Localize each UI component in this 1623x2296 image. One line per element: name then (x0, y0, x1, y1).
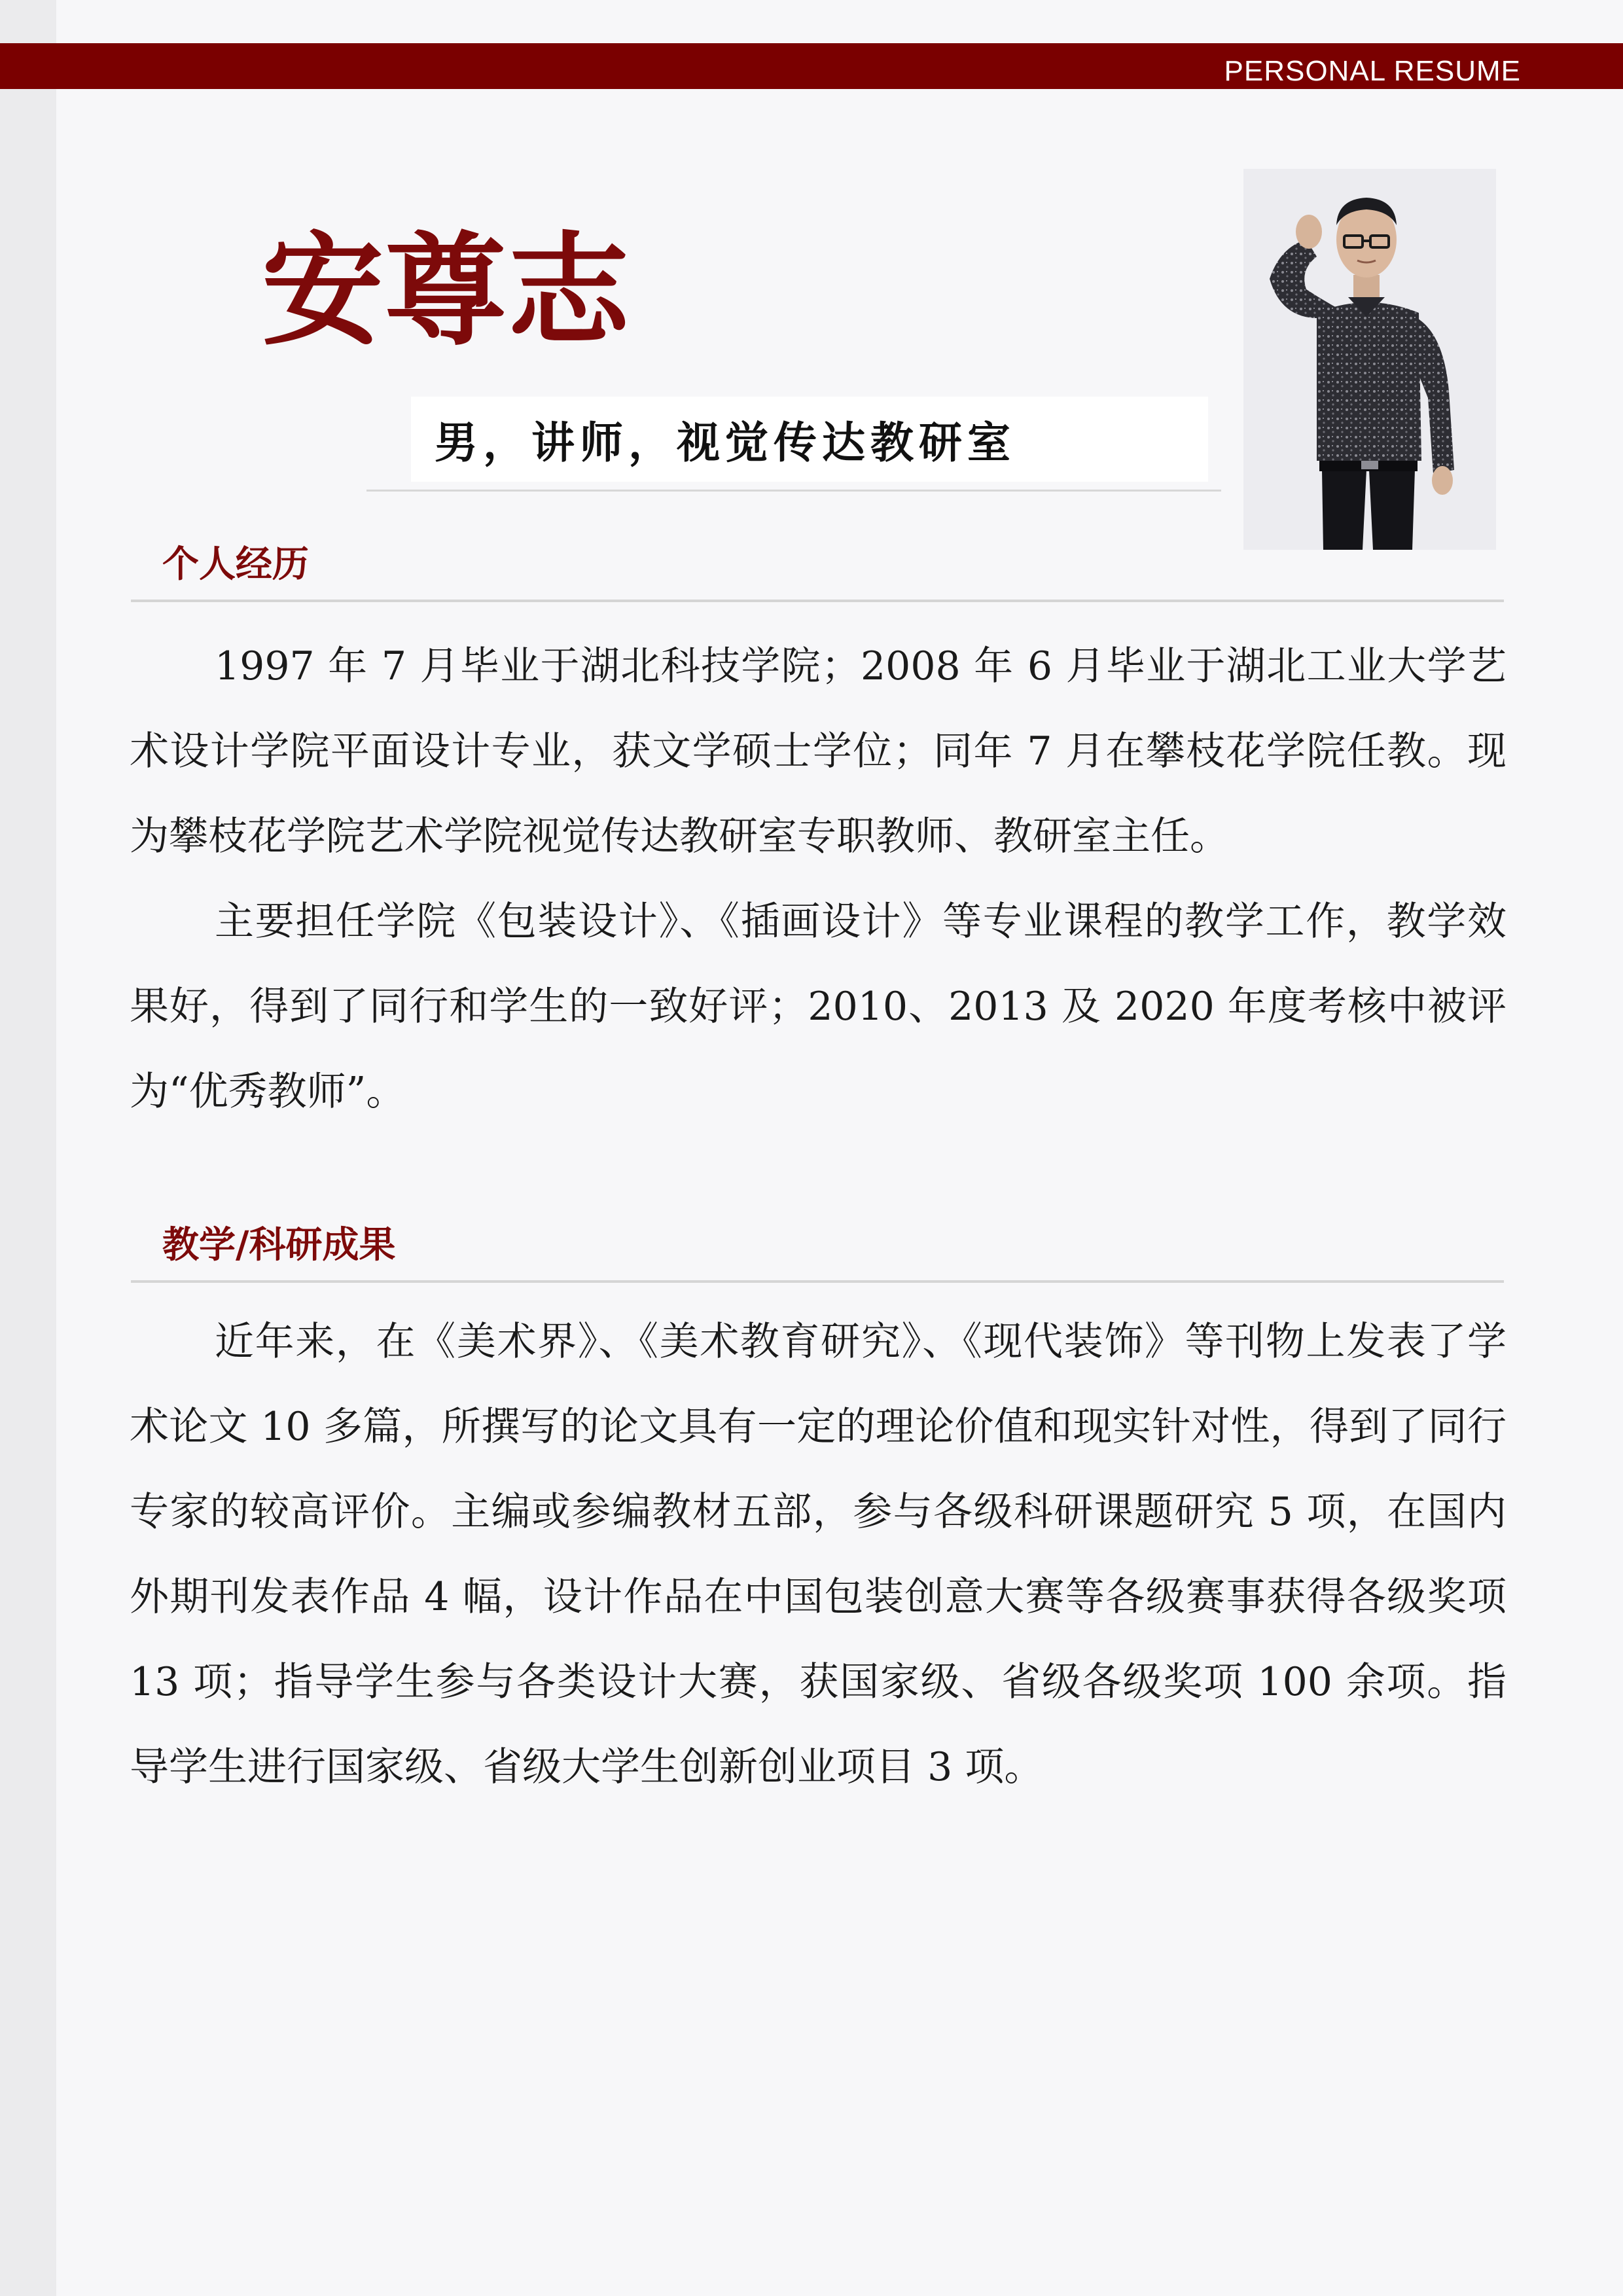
section-divider (131, 600, 1504, 602)
section-divider (131, 1280, 1504, 1283)
personal-experience-paragraph-1: 1997 年 7 月毕业于湖北科技学院；2008 年 6 月毕业于湖北工业大学艺术设计学院平面设计专业，获文学硕士学位；同年 7 月在攀枝花学院任教。现为攀枝花学院艺术学院视觉传达教研室专职教师、教研室主任。 (130, 643, 1507, 859)
profile-photo (1243, 169, 1496, 550)
left-margin-strip (0, 0, 56, 2296)
personal-experience-paragraph-2: 主要担任学院《包装设计》、《插画设计》等专业课程的教学工作，教学效果好，得到了同行和学生的一致好评；2010、2013 及 2020 年度考核中被评为“优秀教师”。 (130, 899, 1507, 1115)
person-photo-illustration (1243, 169, 1496, 550)
section-title-personal-experience: 个人经历 (162, 543, 309, 586)
teaching-research-paragraph-1: 近年来，在《美术界》、《美术教育研究》、《现代装饰》等刊物上发表了学术论文 10 多篇，所撰写的论文具有一定的理论价值和现实针对性，得到了同行专家的较高评价。主编或参编教材五部，参与各级科研课题研究 5 项，在国内外期刊发表作品 4 幅，设计作品在中国包装创意大赛等各级赛事获得各级奖项 13 项；指导学生参与各类设计大赛，获国家级、省级各级奖项 100 余项。指导学生进行国家级、省级大学生创新创业项目 3 项。 (130, 1319, 1507, 1790)
person-subtitle: 男，讲师，视觉传达教研室 (435, 417, 1016, 468)
subtitle-divider (366, 490, 1221, 492)
section-title-teaching-research: 教学/科研成果 (162, 1224, 396, 1266)
person-name: 安尊志 (262, 220, 632, 362)
header-label: PERSONAL RESUME (1224, 55, 1521, 87)
